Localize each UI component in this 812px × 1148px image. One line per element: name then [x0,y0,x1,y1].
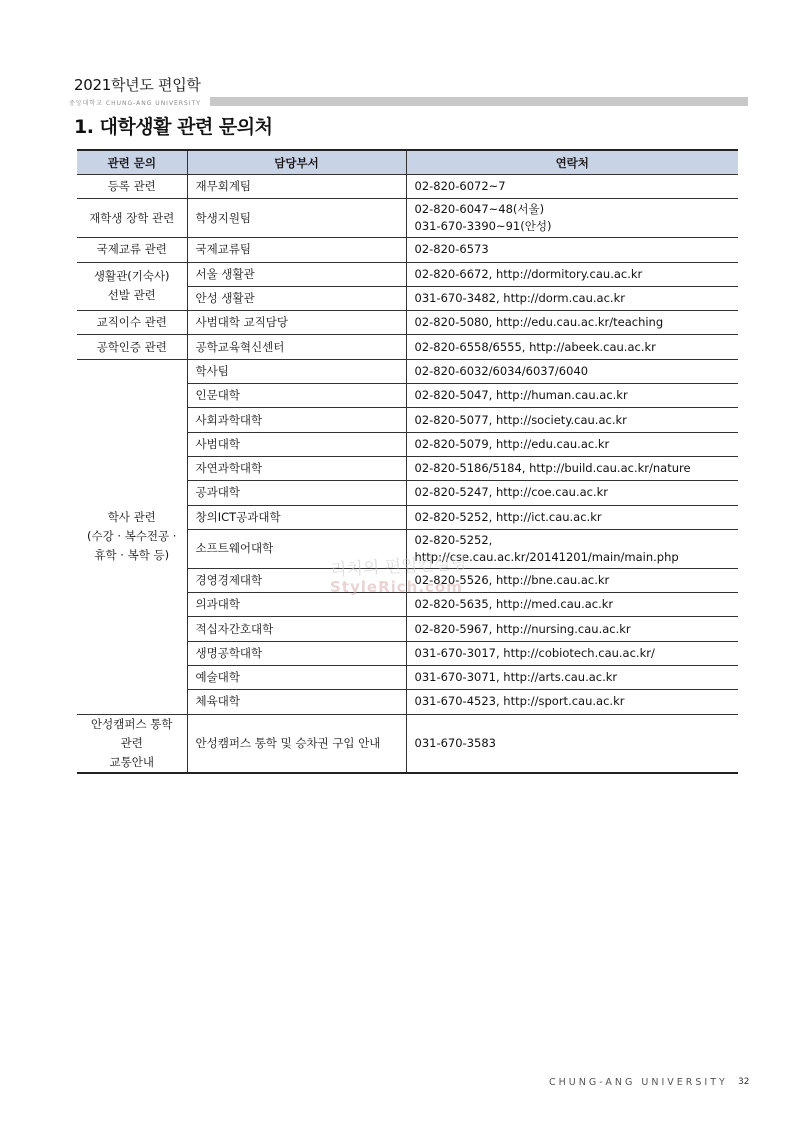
watermark-text: 리치의 편입컨설팅 [329,553,468,581]
inquiry-category: 공학인증 관련 [77,335,187,359]
university-subtitle: 중앙대학교 CHUNG-ANG UNIVERSITY [69,100,201,107]
contact-cell: 02-820-5526, http://bne.cau.ac.kr [406,568,738,592]
contact-cell: 031-670-3482, http://dorm.cau.ac.kr [406,286,738,310]
contact-cell: 031-670-3017, http://cobiotech.cau.ac.kr/ [406,641,738,665]
department-cell: 서울 생활관 [187,262,406,286]
contact-cell: 02-820-6072~7 [406,175,738,199]
department-cell: 사범대학 교직담당 [187,311,406,335]
contact-cell: 02-820-5247, http://coe.cau.ac.kr [406,481,738,505]
contact-cell: 02-820-5635, http://med.cau.ac.kr [406,593,738,617]
department-cell: 적십자간호대학 [187,617,406,641]
watermark-site: StyleRich.com [330,578,463,596]
table-row [77,175,738,199]
department-cell: 체육대학 [187,690,406,714]
contact-cell: 02-820-5186/5184, http://build.cau.ac.kr/nature [406,456,738,480]
table-row [77,311,738,335]
inquiry-category: 생활관(기숙사) 선발 관련 [77,262,187,311]
contact-cell: 031-670-3583 [406,714,738,773]
section-title: 1. 대학생활 관련 문의처 [74,116,273,138]
contact-cell: 02-820-5967, http://nursing.cau.ac.kr [406,617,738,641]
table-header-row [77,150,738,175]
inquiry-category: 등록 관련 [77,175,187,199]
department-cell: 의과대학 [187,593,406,617]
table-row [77,335,738,359]
contact-cell: 02-820-6672, http://dormitory.cau.ac.kr [406,262,738,286]
contact-cell: 031-670-3071, http://arts.cau.ac.kr [406,666,738,690]
contact-cell: 02-820-5047, http://human.cau.ac.kr [406,384,738,408]
contact-cell: 02-820-5252, http://ict.cau.ac.kr [406,505,738,529]
department-cell: 인문대학 [187,384,406,408]
inquiry-category: 국제교류 관련 [77,238,187,262]
table-row [77,359,738,383]
department-cell: 사회과학대학 [187,408,406,432]
column-header-contact: 연락처 [406,150,738,175]
contact-cell: 02-820-5079, http://edu.cau.ac.kr [406,432,738,456]
table-row [77,262,738,286]
inquiry-category: 학사 관련 (수강 · 복수전공 · 휴학 · 복학 등) [77,359,187,714]
contact-cell: 031-670-4523, http://sport.cau.ac.kr [406,690,738,714]
table-row [77,199,738,238]
department-cell: 소프트웨어대학 [187,529,406,568]
department-cell: 학사팀 [187,359,406,383]
contact-cell: 02-820-6032/6034/6037/6040 [406,359,738,383]
department-cell: 예술대학 [187,666,406,690]
document-year-title: 2021학년도 편입학 [74,76,201,94]
table-row [77,714,738,773]
contact-table [77,149,738,774]
department-cell: 사범대학 [187,432,406,456]
contact-cell: 02-820-6047~48(서울) 031-670-3390~91(안성) [406,199,738,238]
footer-university: CHUNG-ANG UNIVERSITY [549,1077,728,1088]
page-number: 32 [738,1077,750,1087]
column-header-department: 담당부서 [187,150,406,175]
department-cell: 공과대학 [187,481,406,505]
department-cell: 자연과학대학 [187,456,406,480]
department-cell: 재무회계팀 [187,175,406,199]
header-bar [210,97,748,106]
table-row [77,238,738,262]
contact-cell: 02-820-6558/6555, http://abeek.cau.ac.kr [406,335,738,359]
contact-cell: 02-820-5252, http://cse.cau.ac.kr/20141201/main/main.php [406,529,738,568]
contact-cell: 02-820-5077, http://society.cau.ac.kr [406,408,738,432]
contact-cell: 02-820-5080, http://edu.cau.ac.kr/teaching [406,311,738,335]
inquiry-category: 재학생 장학 관련 [77,199,187,238]
department-cell: 창의ICT공과대학 [187,505,406,529]
inquiry-category: 교직이수 관련 [77,311,187,335]
department-cell: 안성캠퍼스 통학 및 승차권 구입 안내 [187,714,406,773]
department-cell: 학생지원팀 [187,199,406,238]
department-cell: 국제교류팀 [187,238,406,262]
department-cell: 경영경제대학 [187,568,406,592]
contact-cell: 02-820-6573 [406,238,738,262]
department-cell: 안성 생활관 [187,286,406,310]
department-cell: 공학교육혁신센터 [187,335,406,359]
inquiry-category: 안성캠퍼스 통학 관련 교통안내 [77,714,187,773]
column-header-inquiry: 관련 문의 [77,150,187,175]
department-cell: 생명공학대학 [187,641,406,665]
